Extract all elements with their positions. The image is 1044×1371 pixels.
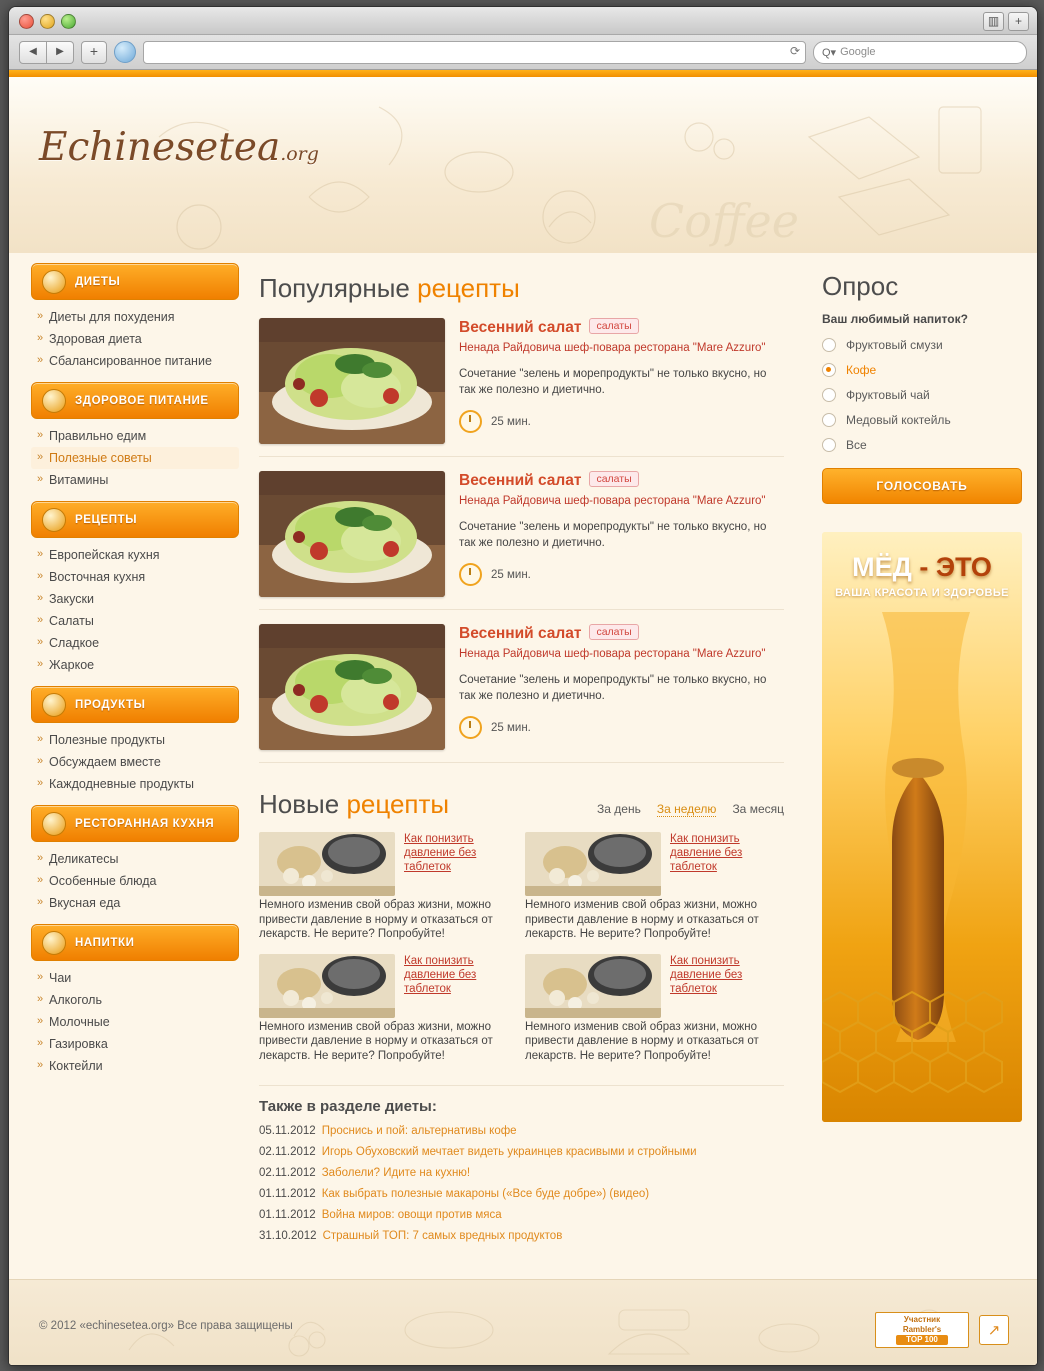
sidebar-category-title: РЕСТОРАННАЯ КУХНЯ bbox=[75, 817, 215, 830]
sidebar-item-2-5[interactable]: » Жаркое bbox=[31, 654, 239, 676]
sidebar-list bbox=[31, 723, 239, 797]
poll-heading: Опрос bbox=[822, 271, 899, 301]
sidebar-item-0-2[interactable]: » Сбалансированное питание bbox=[31, 350, 239, 372]
copyright-text: © 2012 «echinesetea.org» Все права защищены bbox=[39, 1320, 293, 1332]
radio-icon-selected[interactable] bbox=[822, 363, 836, 377]
also-link[interactable]: Проснись и пой: альтернативы кофе bbox=[321, 1125, 517, 1137]
new-recipes-heading bbox=[259, 789, 449, 820]
sidebar-item-0-1[interactable]: » Здоровая диета bbox=[31, 328, 239, 350]
popular-recipes-heading bbox=[259, 273, 784, 304]
sidebar-category-title: ПРОДУКТЫ bbox=[75, 698, 146, 711]
recipe-thumbnail[interactable] bbox=[259, 624, 445, 750]
svg-text:Coffee: Coffee bbox=[649, 194, 799, 248]
site-header bbox=[9, 77, 1037, 253]
logo-text: Echinesetea bbox=[39, 125, 281, 170]
news-title[interactable]: Как понизить давление без таблеток bbox=[404, 833, 477, 873]
news-title[interactable]: Как понизить давление без таблеток bbox=[404, 954, 477, 995]
browser-toolbar bbox=[9, 35, 1037, 70]
sidebar-category-products bbox=[31, 686, 239, 797]
sidebar-item-4-1[interactable]: » Особенные блюда bbox=[31, 870, 239, 892]
also-date: 01.11.2012 bbox=[259, 1209, 316, 1221]
sidebar-list bbox=[31, 419, 239, 493]
recipe-description: Сочетание "зелень и морепродукты" не только вкусно, но так же полезно и диетично. bbox=[459, 521, 767, 549]
also-item[interactable] bbox=[259, 1125, 784, 1137]
news-top bbox=[259, 954, 507, 1018]
sidebar-category-title: НАПИТКИ bbox=[75, 936, 135, 949]
tab-month[interactable]: За месяц bbox=[732, 802, 784, 816]
also-link[interactable]: Заболели? Идите на кухню! bbox=[321, 1167, 471, 1179]
forward-arrow-icon[interactable]: ▶ bbox=[47, 41, 74, 64]
poll-option[interactable] bbox=[822, 438, 1022, 452]
sidebar-item-3-0[interactable]: » Полезные продукты bbox=[31, 729, 239, 751]
sidebar-category-header[interactable] bbox=[31, 382, 239, 419]
popular-heading-word1: Популярные bbox=[259, 273, 410, 303]
search-placeholder: Google bbox=[840, 46, 876, 58]
rambler-line3: TOP 100 bbox=[896, 1335, 948, 1345]
site-logo[interactable] bbox=[39, 125, 319, 170]
tab-week[interactable]: За неделю bbox=[656, 802, 717, 816]
recipe-title[interactable]: Весенний салат bbox=[459, 319, 582, 336]
sidebar-item-3-1[interactable]: » Обсуждаем вместе bbox=[31, 751, 239, 773]
banner-word-eto: - ЭТО bbox=[919, 552, 992, 582]
webpage bbox=[9, 70, 1037, 1366]
basket-icon bbox=[42, 693, 66, 717]
logo-domain: .org bbox=[280, 143, 319, 165]
sidebar-item-5-3[interactable]: » Газировка bbox=[31, 1033, 239, 1055]
recipe-tag[interactable]: салаты bbox=[589, 624, 638, 640]
also-date: 01.11.2012 bbox=[259, 1188, 316, 1200]
radio-icon[interactable] bbox=[822, 388, 836, 402]
add-tab-button[interactable]: + bbox=[81, 41, 107, 64]
news-text: Немного изменив свой образ жизни, можно привести давление в норму и отказаться от лекарств. Не верите? Попробуйте! bbox=[525, 899, 759, 940]
sidebar-category-header[interactable] bbox=[31, 501, 239, 538]
also-item[interactable] bbox=[259, 1230, 784, 1242]
sidebar-item-2-3[interactable]: » Салаты bbox=[31, 610, 239, 632]
news-grid bbox=[259, 832, 784, 1063]
news-text: Немного изменив свой образ жизни, можно привести давление в норму и отказаться от лекарств. Не верите? Попробуйте! bbox=[259, 899, 493, 940]
also-date: 02.11.2012 bbox=[259, 1146, 316, 1158]
tab-day[interactable]: За день bbox=[597, 802, 641, 816]
sidebar-list bbox=[31, 961, 239, 1079]
news-item[interactable] bbox=[525, 832, 773, 942]
also-date: 31.10.2012 bbox=[259, 1230, 317, 1242]
rambler-line2: Rambler's bbox=[902, 1325, 942, 1334]
radio-icon[interactable] bbox=[822, 438, 836, 452]
new-tab-button[interactable]: + bbox=[1008, 12, 1029, 31]
recipe-item[interactable] bbox=[259, 624, 784, 763]
diet-icon bbox=[42, 270, 66, 294]
sidebar-item-5-4[interactable]: » Коктейли bbox=[31, 1055, 239, 1077]
sidebar-category-header[interactable] bbox=[31, 263, 239, 300]
recipe-item[interactable] bbox=[259, 471, 784, 610]
navigation-buttons[interactable] bbox=[19, 41, 74, 64]
site-footer bbox=[9, 1279, 1037, 1366]
news-top bbox=[525, 954, 773, 1018]
sidebar-category-drinks bbox=[31, 924, 239, 1079]
news-item[interactable] bbox=[259, 954, 507, 1064]
news-text: Немного изменив свой образ жизни, можно привести давление в норму и отказаться от лекарств. Не верите? Попробуйте! bbox=[525, 1020, 759, 1062]
poll-option-label: Кофе bbox=[846, 363, 877, 377]
recipe-time-row bbox=[459, 410, 784, 433]
recipe-thumbnail[interactable] bbox=[259, 318, 445, 444]
sidebar-category-recipes bbox=[31, 501, 239, 678]
rambler-counter[interactable] bbox=[875, 1312, 969, 1348]
sidebar-category-title: РЕЦЕПТЫ bbox=[75, 513, 138, 526]
external-link-icon[interactable]: ↗ bbox=[979, 1315, 1009, 1345]
honey-banner-image bbox=[822, 532, 1022, 1122]
page-body bbox=[9, 253, 1037, 1251]
sidebar-category-header[interactable] bbox=[31, 805, 239, 842]
recipe-author: Ненада Райдовича шеф-повара ресторана "Mare Azzuro" bbox=[459, 648, 766, 660]
popular-heading-word2: рецепты bbox=[417, 273, 520, 303]
sidebar-item-4-2[interactable]: » Вкусная еда bbox=[31, 892, 239, 914]
news-thumbnail[interactable] bbox=[525, 832, 661, 896]
also-item[interactable] bbox=[259, 1167, 784, 1179]
apple-icon bbox=[42, 389, 66, 413]
also-date: 05.11.2012 bbox=[259, 1125, 316, 1137]
news-thumbnail[interactable] bbox=[259, 954, 395, 1018]
pills-photo bbox=[259, 832, 395, 896]
sidebar-item-3-2[interactable]: » Каждодневные продукты bbox=[31, 773, 239, 795]
sidebar-category-restaurant bbox=[31, 805, 239, 916]
sidebar-item-2-1[interactable]: » Восточная кухня bbox=[31, 566, 239, 588]
pills-photo bbox=[525, 954, 661, 1018]
radio-icon[interactable] bbox=[822, 413, 836, 427]
recipe-time: 25 мин. bbox=[491, 721, 531, 734]
salad-photo bbox=[259, 471, 445, 597]
poll-option[interactable] bbox=[822, 363, 1022, 377]
recipe-tag[interactable]: салаты bbox=[589, 318, 638, 334]
recipe-text bbox=[459, 624, 784, 750]
also-section bbox=[259, 1085, 784, 1242]
cupcake-icon bbox=[42, 508, 66, 532]
poll-option-label: Фруктовый смузи bbox=[846, 338, 943, 352]
titlebar-right-controls bbox=[983, 12, 1029, 31]
recipe-text bbox=[459, 471, 784, 597]
clock-icon bbox=[459, 716, 482, 739]
poll-option[interactable] bbox=[822, 388, 1022, 402]
sidebar-category-title: ЗДОРОВОЕ ПИТАНИЕ bbox=[75, 394, 209, 407]
search-icon: Q▾ bbox=[822, 46, 837, 59]
poll-option-label: Медовый коктейль bbox=[846, 413, 951, 427]
banner-word-honey: МЁД bbox=[852, 552, 912, 582]
recipe-title[interactable]: Весенний салат bbox=[459, 625, 582, 642]
recipe-time: 25 мин. bbox=[491, 415, 531, 428]
also-link[interactable]: Война миров: овощи против мяса bbox=[321, 1209, 502, 1221]
reload-icon[interactable]: ⟳ bbox=[789, 43, 800, 58]
sidebar-item-1-1[interactable]: » Полезные советы bbox=[31, 447, 239, 469]
recipe-description: Сочетание "зелень и морепродукты" не только вкусно, но так же полезно и диетично. bbox=[459, 674, 767, 702]
vote-button[interactable]: ГОЛОСОВАТЬ bbox=[822, 468, 1022, 504]
browser-window bbox=[8, 6, 1038, 1366]
also-link[interactable]: Как выбрать полезные макароны («Все буде добре») (видео) bbox=[321, 1188, 650, 1200]
recipe-thumbnail[interactable] bbox=[259, 471, 445, 597]
recipe-time-row bbox=[459, 563, 784, 586]
right-column bbox=[822, 271, 1022, 1251]
sidebar bbox=[31, 263, 239, 1251]
banner-title bbox=[822, 552, 1022, 583]
news-top bbox=[525, 832, 773, 896]
radio-icon[interactable] bbox=[822, 338, 836, 352]
sidebar-item-4-0[interactable]: » Деликатесы bbox=[31, 848, 239, 870]
sidebar-category-diets bbox=[31, 263, 239, 374]
recipe-time-row bbox=[459, 716, 784, 739]
back-arrow-icon[interactable]: ◀ bbox=[19, 41, 47, 64]
news-text: Немного изменив свой образ жизни, можно привести давление в норму и отказаться от лекарств. Не верите? Попробуйте! bbox=[259, 1020, 493, 1062]
also-heading: Также в разделе диеты: bbox=[259, 1098, 437, 1115]
pills-photo bbox=[525, 832, 661, 896]
footer-counters bbox=[875, 1312, 1009, 1348]
sidebar-category-header[interactable] bbox=[31, 924, 239, 961]
new-heading-word2: рецепты bbox=[346, 789, 450, 819]
close-window-button[interactable] bbox=[19, 14, 34, 29]
clock-icon bbox=[459, 410, 482, 433]
clock-icon bbox=[459, 563, 482, 586]
poll-option[interactable] bbox=[822, 413, 1022, 427]
sidebar-list bbox=[31, 538, 239, 678]
main-content bbox=[259, 261, 784, 1251]
cup-icon bbox=[42, 931, 66, 955]
also-date: 02.11.2012 bbox=[259, 1167, 316, 1179]
news-title[interactable]: Как понизить давление без таблеток bbox=[670, 833, 743, 873]
sidebar-item-0-0[interactable]: » Диеты для похудения bbox=[31, 306, 239, 328]
recipe-text bbox=[459, 318, 784, 444]
browser-titlebar bbox=[9, 7, 1037, 35]
sidebar-item-1-0[interactable]: » Правильно едим bbox=[31, 425, 239, 447]
address-bar[interactable] bbox=[143, 41, 806, 64]
also-link[interactable]: Игорь Обуховский мечтает видеть украинцев красивыми и стройными bbox=[321, 1146, 697, 1158]
recipe-title[interactable]: Весенний салат bbox=[459, 472, 582, 489]
sidebar-item-2-2[interactable]: » Закуски bbox=[31, 588, 239, 610]
sidebar-category-title: ДИЕТЫ bbox=[75, 275, 121, 288]
news-thumbnail[interactable] bbox=[525, 954, 661, 1018]
sidebar-list bbox=[31, 842, 239, 916]
salad-photo bbox=[259, 624, 445, 750]
maximize-window-button[interactable] bbox=[61, 14, 76, 29]
also-item[interactable] bbox=[259, 1188, 784, 1200]
poll-option[interactable] bbox=[822, 338, 1022, 352]
top-accent-bar bbox=[9, 70, 1037, 77]
sidebar-category-header[interactable] bbox=[31, 686, 239, 723]
also-item[interactable] bbox=[259, 1146, 784, 1158]
tab-overview-icon[interactable]: ▥ bbox=[983, 12, 1004, 31]
new-recipes-header bbox=[259, 777, 784, 826]
sidebar-category-healthy-food bbox=[31, 382, 239, 493]
window-controls[interactable] bbox=[19, 14, 76, 29]
period-tabs bbox=[597, 802, 784, 817]
sidebar-item-2-0[interactable]: » Европейская кухня bbox=[31, 544, 239, 566]
sidebar-item-1-2[interactable]: » Витамины bbox=[31, 469, 239, 491]
sidebar-item-5-2[interactable]: » Молочные bbox=[31, 1011, 239, 1033]
news-title[interactable]: Как понизить давление без таблеток bbox=[670, 954, 743, 995]
globe-icon bbox=[114, 41, 136, 63]
sidebar-item-5-1[interactable]: » Алкоголь bbox=[31, 989, 239, 1011]
rambler-line1: Участник bbox=[903, 1315, 941, 1324]
news-top bbox=[259, 832, 507, 896]
recipe-tag[interactable]: салаты bbox=[589, 471, 638, 487]
poll-option-label: Все bbox=[846, 438, 867, 452]
poll-option-label: Фруктовый чай bbox=[846, 388, 930, 402]
search-box[interactable] bbox=[813, 41, 1027, 64]
recipe-time: 25 мин. bbox=[491, 568, 531, 581]
also-item[interactable] bbox=[259, 1209, 784, 1221]
recipe-item[interactable] bbox=[259, 318, 784, 457]
poll-question: Ваш любимый напиток? bbox=[822, 312, 968, 326]
pills-photo bbox=[259, 954, 395, 1018]
news-item[interactable] bbox=[259, 832, 507, 942]
recipe-author: Ненада Райдовича шеф-повара ресторана "Mare Azzuro" bbox=[459, 342, 766, 354]
new-heading-word1: Новые bbox=[259, 789, 340, 819]
sidebar-list bbox=[31, 300, 239, 374]
sidebar-item-5-0[interactable]: » Чаи bbox=[31, 967, 239, 989]
chef-hat-icon bbox=[42, 812, 66, 836]
news-thumbnail[interactable] bbox=[259, 832, 395, 896]
salad-photo bbox=[259, 318, 445, 444]
minimize-window-button[interactable] bbox=[40, 14, 55, 29]
news-item[interactable] bbox=[525, 954, 773, 1064]
recipe-author: Ненада Райдовича шеф-повара ресторана "Mare Azzuro" bbox=[459, 495, 766, 507]
honey-banner[interactable] bbox=[822, 532, 1022, 1122]
banner-subtitle: ВАША КРАСОТА И ЗДОРОВЬЕ bbox=[835, 587, 1009, 599]
recipe-description: Сочетание "зелень и морепродукты" не только вкусно, но так же полезно и диетично. bbox=[459, 368, 767, 396]
sidebar-item-2-4[interactable]: » Сладкое bbox=[31, 632, 239, 654]
also-link[interactable]: Страшный ТОП: 7 самых вредных продуктов bbox=[322, 1230, 563, 1242]
